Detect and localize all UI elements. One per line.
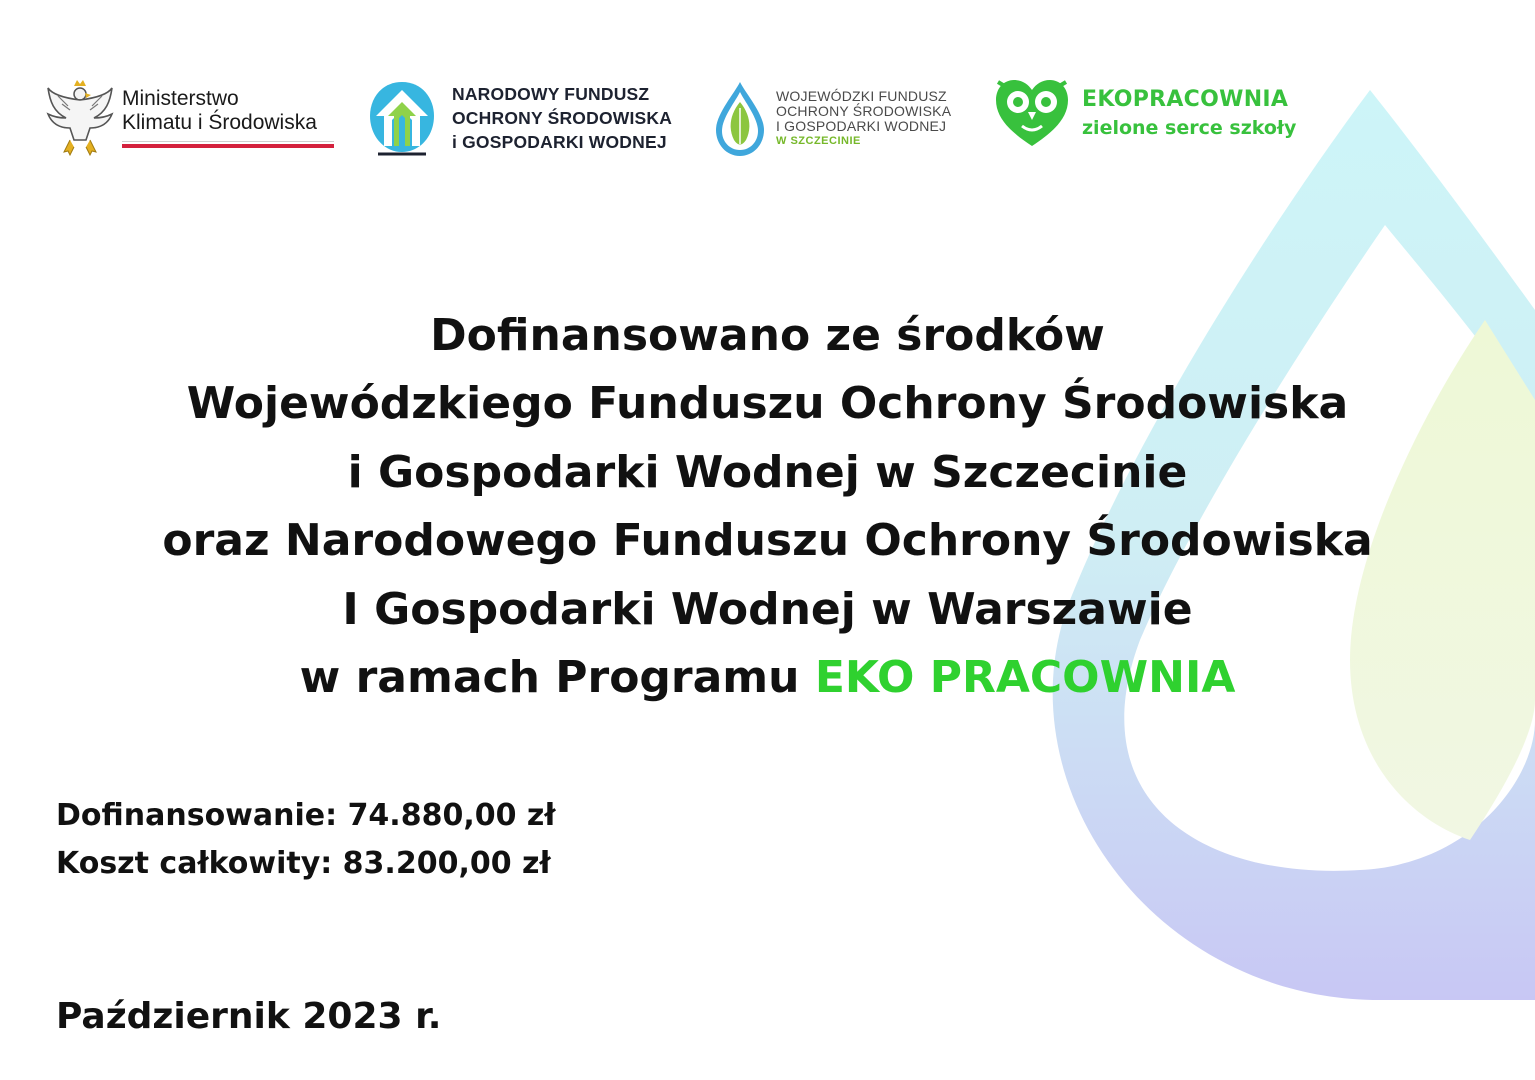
nfosigw-logo	[368, 80, 672, 156]
owl-heart-icon	[994, 78, 1070, 148]
nfosigw-name-line1: NARODOWY FUNDUSZ	[452, 84, 650, 104]
ministry-logo	[44, 78, 334, 156]
logo-bar	[0, 0, 1535, 180]
heading-line-3: i Gospodarki Wodnej w Szczecinie	[347, 446, 1188, 498]
ministry-name-line2: Klimatu i Środowiska	[122, 110, 317, 134]
heading-line-4: oraz Narodowego Funduszu Ochrony Środowiska	[162, 515, 1373, 567]
funding-heading	[0, 302, 1535, 712]
polish-flag-stripe	[122, 141, 334, 148]
polish-eagle-emblem-icon	[44, 78, 116, 156]
nfosigw-name-line2: OCHRONY ŚRODOWISKA	[452, 108, 673, 128]
heading-line-1: Dofinansowano ze środków	[430, 310, 1105, 361]
ekopracownia-logo	[994, 78, 1296, 148]
wfosigw-name-line1: WOJEWÓDZKI FUNDUSZ	[776, 88, 947, 104]
ministry-name-line1: Ministerstwo	[122, 86, 239, 110]
wfosigw-name-line3: I GOSPODARKI WODNEJ	[776, 118, 947, 134]
ekopracownia-tagline: zielone serce szkoły	[1082, 117, 1297, 139]
wfosigw-city: W SZCZECINIE	[776, 135, 861, 147]
water-drop-leaf-icon	[712, 80, 768, 158]
total-cost: Koszt całkowity: 83.200,00 zł	[56, 846, 551, 881]
heading-line-5: I Gospodarki Wodnej w Warszawie	[342, 583, 1193, 635]
heading-line-2: Wojewódzkiego Funduszu Ochrony Środowiska	[186, 378, 1349, 430]
heading-line-6	[0, 644, 1535, 712]
nfosigw-name-line3: i GOSPODARKI WODNEJ	[452, 132, 667, 152]
nfosigw-logo-icon	[368, 80, 436, 156]
program-name: EKO PRACOWNIA	[814, 652, 1236, 704]
wfosigw-name-line2: OCHRONY ŚRODOWISKA	[776, 103, 952, 119]
wfosigw-logo	[712, 80, 951, 158]
date-label: Październik 2023 r.	[56, 996, 442, 1037]
ekopracownia-name: EKOPRACOWNIA	[1082, 87, 1289, 112]
funding-amount: Dofinansowanie: 74.880,00 zł	[56, 798, 556, 833]
program-prefix: w ramach Programu	[299, 652, 815, 704]
amounts-block	[56, 792, 556, 888]
